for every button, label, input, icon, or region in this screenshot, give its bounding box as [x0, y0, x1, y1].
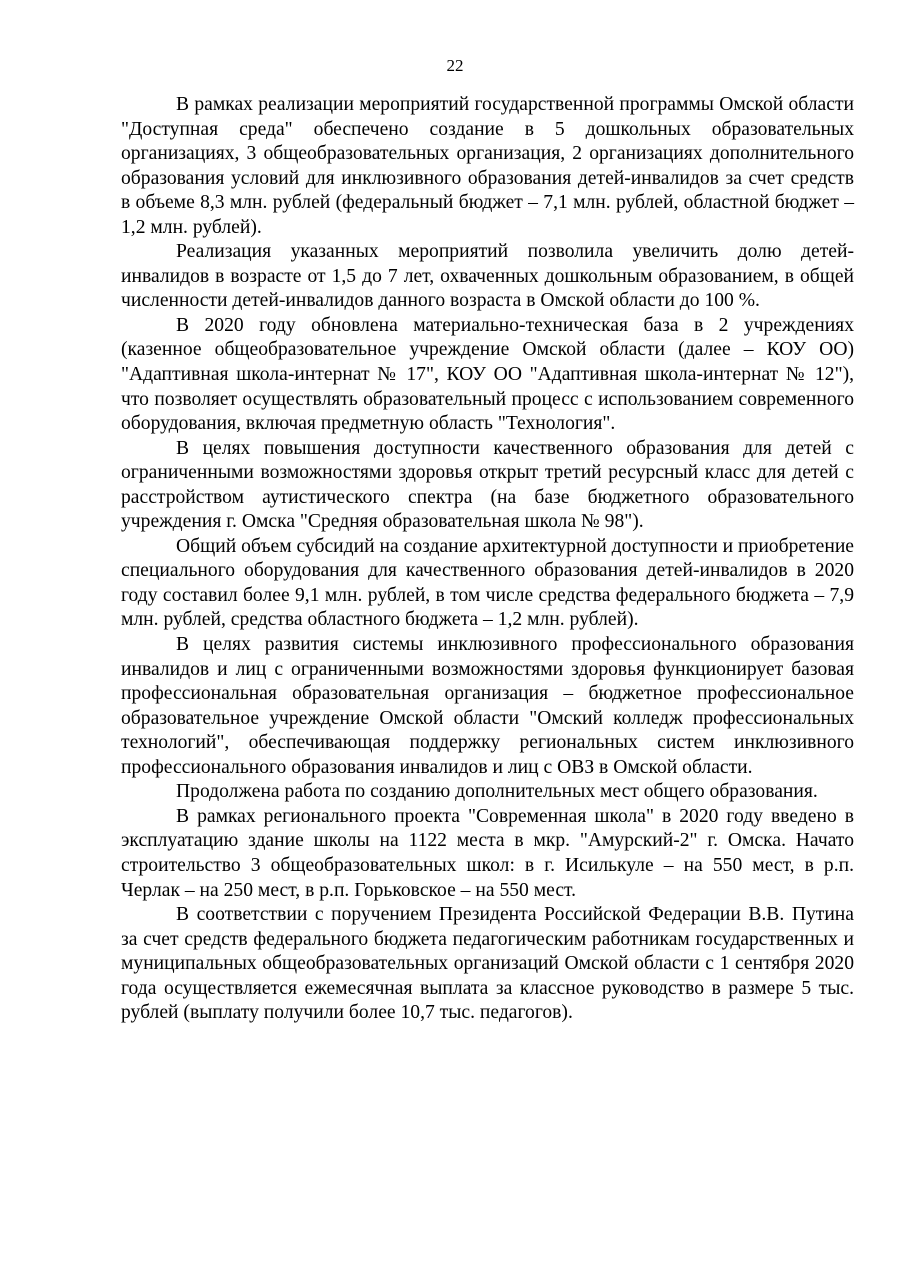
paragraph-accessible-environment-program: В рамках реализации мероприятий государственной программы Омской области "Доступная среда" обеспечено создание в 5 дошкольных образовательных организациях, 3 общеобразовательных организация, 2 организациях дополнительного образования условий для инклюзивного образования детей-инвалидов за счет средств в объеме 8,3 млн. рублей (федеральный бюджет – 7,1 млн. рублей, областной бюджет – 1,2 млн. рублей).: [121, 94, 854, 238]
page-number: 22: [446, 56, 464, 75]
paragraph-material-base-update: В 2020 году обновлена материально-техническая база в 2 учреждениях (казенное общеобразовательное учреждение Омской области (далее – КОУ ОО) "Адаптивная школа-интернат № 17", КОУ ОО "Адаптивная школа-интернат № 12"), что позволяет осуществлять образовательный процесс с использованием современного оборудования, включая предметную область "Технология".: [121, 314, 854, 435]
document-body: [121, 93, 854, 1026]
paragraph-modern-school-project: В рамках регионального проекта "Современная школа" в 2020 году введено в эксплуатацию здание школы на 1122 места в мкр. "Амурский-2" г. Омска. Начато строительство 3 общеобразовательных школ: в г. Исилькуле – на 550 мест, в р.п. Черлак – на 250 мест, в р.п. Горьковское – на 550 мест.: [121, 805, 854, 901]
paragraph-subsidies-volume: Общий объем субсидий на создание архитектурной доступности и приобретение специального оборудования для качественного образования детей-инвалидов в 2020 году составил более 9,1 млн. рублей, в том числе средства федерального бюджета – 7,9 млн. рублей, средства областного бюджета – 1,2 млн. рублей).: [121, 535, 854, 631]
paragraph-resource-class: В целях повышения доступности качественного образования для детей с ограниченными возможностями здоровья открыт третий ресурсный класс для детей с расстройством аутистического спектра (на базе бюджетного образовательного учреждения г. Омска "Средняя образовательная школа № 98").: [121, 437, 854, 533]
paragraph-class-teacher-payment: В соответствии с поручением Президента Российской Федерации В.В. Путина за счет средств федерального бюджета педагогическим работникам государственных и муниципальных общеобразовательных организаций Омской области с 1 сентября 2020 года осуществляется ежемесячная выплата за классное руководство в размере 5 тыс. рублей (выплату получили более 10,7 тыс. педагогов).: [121, 904, 854, 1024]
paragraph-inclusive-professional-education: В целях развития системы инклюзивного профессионального образования инвалидов и лиц с ограниченными возможностями здоровья функционирует базовая профессиональная образовательная организация – бюджетное профессиональное образовательное учреждение Омской области "Омский колледж профессиональных технологий", обеспечивающая поддержку региональных систем инклюзивного профессионального образования инвалидов и лиц с ОВЗ в Омской области.: [121, 634, 854, 778]
paragraph-additional-places: Продолжена работа по созданию дополнительных мест общего образования.: [176, 781, 818, 803]
paragraph-preschool-coverage: Реализация указанных мероприятий позволила увеличить долю детей-инвалидов в возрасте от 1,5 до 7 лет, охваченных дошкольным образованием, в общей численности детей-инвалидов данного возраста в Омской области до 100 %.: [121, 241, 854, 312]
